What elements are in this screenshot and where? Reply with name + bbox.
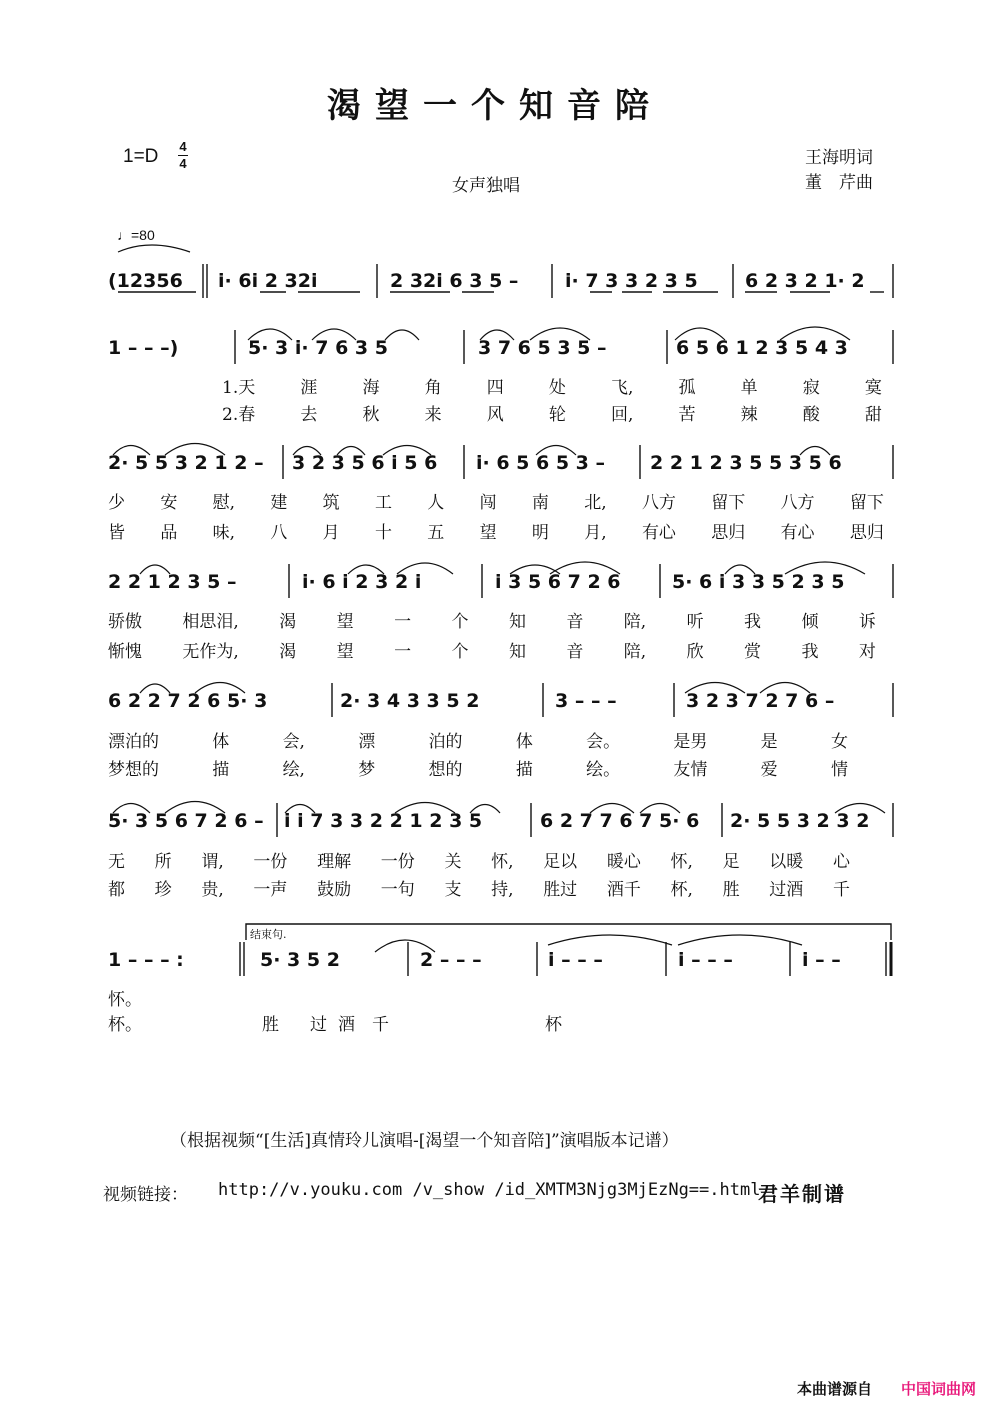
measure: i· 6 i 2 3 2 i	[302, 571, 422, 593]
lyric: 心	[832, 852, 850, 872]
source-site-link[interactable]: 中国词曲网	[900, 1380, 976, 1398]
lyric: 留下	[849, 493, 884, 513]
lyric: 友情	[673, 760, 708, 780]
lyric: 诉	[858, 612, 876, 632]
lyric: 暖心	[606, 852, 641, 872]
lyrics-line-2	[108, 875, 850, 900]
meter-bottom: 4	[179, 156, 187, 171]
lyric: 十	[374, 523, 392, 543]
measure: 3 7 6 5 3 5 –	[478, 337, 607, 359]
lyrics-line-1	[222, 373, 882, 398]
measure: i – – –	[548, 949, 603, 971]
measure: 5· 3 i· 7 6 3 5	[248, 337, 388, 359]
lyric: 来	[424, 405, 442, 425]
lyric: 杯	[545, 1015, 562, 1035]
tempo-marking: ♩=80	[117, 227, 155, 243]
lyric: 体	[515, 732, 533, 752]
lyric: 爱	[760, 760, 778, 780]
measure: 2 – – –	[420, 949, 482, 971]
measure: i – – –	[678, 949, 733, 971]
lyric: 陪,	[623, 612, 647, 632]
measure-intro: (12356	[108, 270, 183, 292]
performer: 女声独唱	[452, 176, 520, 196]
lyric: 个	[451, 642, 469, 662]
lyric: 是	[760, 732, 778, 752]
lyric: 梦想的	[108, 760, 159, 780]
transcription-note: （根据视频“[生活]真情玲儿演唱-[渴望一个知音陪]”演唱版本记谱）	[170, 1131, 679, 1151]
lyric: 怀,	[491, 852, 514, 872]
lyric: 一份	[253, 852, 288, 872]
measure: 3 2 3 7 2 7 6 –	[686, 690, 835, 712]
lyric: 过酒	[769, 880, 804, 900]
lyric: 单	[740, 378, 758, 398]
lyric: 渴	[279, 642, 297, 662]
lyric: 杯。	[108, 1015, 142, 1035]
lyric: 绘。	[586, 760, 621, 780]
lyric: 个	[451, 612, 469, 632]
measure: 5· 6 i 3 3 5 2 3 5	[672, 571, 845, 593]
lyric: 北,	[584, 493, 607, 513]
lyric: 赏	[744, 642, 762, 662]
lyric: 漂泊的	[108, 732, 159, 752]
lyric: 倾	[801, 612, 819, 632]
lyric: 苦	[678, 405, 696, 425]
lyric: 1.天	[222, 378, 256, 398]
lyric: 陪,	[623, 642, 647, 662]
lyric: 胜	[262, 1015, 279, 1035]
lyric: 所	[154, 852, 172, 872]
lyric: 会。	[586, 732, 621, 752]
lyric: 谓,	[201, 852, 224, 872]
source-label: 本曲谱源自	[796, 1380, 872, 1398]
lyric: 胜过	[543, 880, 578, 900]
lyric: 辣	[740, 405, 758, 425]
measure: i 3 5 6 7 2 6	[495, 571, 621, 593]
lyric: 工	[374, 493, 392, 513]
measure: 2 32i 6 3 5 –	[390, 270, 519, 292]
lyric: 一份	[380, 852, 415, 872]
lyrics-line-1	[108, 847, 850, 872]
lyric: 海	[362, 378, 380, 398]
lyric: 一句	[380, 880, 415, 900]
lyric: 泊的	[428, 732, 463, 752]
lyric: 描	[515, 760, 533, 780]
lyric: 对	[858, 642, 876, 662]
meter-top: 4	[179, 139, 187, 154]
lyric: 筑	[322, 493, 340, 513]
lyric: 贵,	[201, 880, 224, 900]
measure: 3 – – –	[555, 690, 617, 712]
lyric: 杯,	[670, 880, 693, 900]
lyric: 绘,	[282, 760, 305, 780]
measure: 6 2 2 7 2 6 5· 3	[108, 690, 268, 712]
lyric: 我	[801, 642, 819, 662]
lyric: 回,	[610, 405, 634, 425]
lyric: 味,	[212, 523, 236, 543]
measure: 2· 5 5 3 2 3 2	[730, 810, 870, 832]
video-link[interactable]: http://v.youku.com /v_show /id_XMTM3Njg3MjEzNg==.html	[218, 1180, 761, 1200]
lyric: 去	[300, 405, 318, 425]
lyric: 千	[372, 1015, 389, 1035]
lyric: 珍	[154, 880, 172, 900]
lyric: 寞	[864, 378, 882, 398]
lyrics-line-2	[108, 637, 876, 662]
lyric: 人	[427, 493, 445, 513]
lyric: 酒	[338, 1015, 355, 1035]
lyric: 望	[336, 642, 354, 662]
measure: 1 – – –)	[108, 337, 179, 359]
lyric: 梦	[358, 760, 376, 780]
lyric: 怀,	[670, 852, 693, 872]
lyric: 建	[270, 493, 288, 513]
lyric: 关	[444, 852, 462, 872]
lyric: 千	[832, 880, 850, 900]
lyric: 知	[508, 642, 526, 662]
measure: 5· 3 5 2	[260, 949, 340, 971]
lyric: 安	[160, 493, 178, 513]
lyric: 我	[744, 612, 762, 632]
lyric: 处	[548, 378, 566, 398]
lyric: 闯	[479, 493, 497, 513]
lyric: 一声	[253, 880, 288, 900]
lyric: 听	[686, 612, 704, 632]
measure: 6 2 3 2 1· 2	[745, 270, 865, 292]
video-label: 视频链接：	[103, 1185, 188, 1205]
lyric: 月,	[584, 523, 607, 543]
lyric: 甜	[864, 405, 882, 425]
lyric: 少	[108, 493, 125, 513]
lyric: 八方	[641, 493, 676, 513]
lyric: 酸	[802, 405, 820, 425]
measure: 2· 3 4 3 3 5 2	[340, 690, 480, 712]
lyrics-line-2	[222, 400, 882, 425]
lyric: 一	[394, 612, 412, 632]
lyric: 怀。	[108, 990, 142, 1010]
lyric: 相思泪,	[182, 612, 239, 632]
lyric: 鼓励	[317, 880, 352, 900]
lyric: 风	[486, 405, 504, 425]
measure: 2· 5 5 3 2 1 2 –	[108, 452, 264, 474]
lyric: 音	[566, 642, 584, 662]
lyricist: 王海明词	[805, 148, 873, 168]
lyric: 有心	[641, 523, 676, 543]
lyrics-line-1	[108, 607, 876, 632]
lyric: 理解	[317, 852, 352, 872]
lyric: 骄傲	[108, 612, 142, 632]
lyric: 会,	[282, 732, 305, 752]
lyric: 品	[160, 523, 178, 543]
measure: 6 2 7 7 6 7 5· 6	[540, 810, 700, 832]
lyric: 知	[508, 612, 526, 632]
lyric: 胜	[722, 880, 740, 900]
lyric: 有心	[780, 523, 815, 543]
lyric: 酒千	[606, 880, 641, 900]
lyric: 思归	[711, 523, 746, 543]
lyric: 月	[322, 523, 340, 543]
lyric: 是男	[673, 732, 708, 752]
measure: 2 2 1 2 3 5 –	[108, 571, 237, 593]
lyrics-line-2	[108, 518, 884, 543]
lyric: 情	[830, 760, 848, 780]
lyric: 八方	[780, 493, 815, 513]
lyric: 足以	[543, 852, 578, 872]
lyric: 渴	[279, 612, 297, 632]
lyric: 想的	[428, 760, 463, 780]
lyric: 无	[108, 852, 125, 872]
transcriber-signature: 君羊制谱	[758, 1182, 846, 1206]
lyric: 轮	[548, 405, 566, 425]
measure: i – –	[802, 949, 841, 971]
lyrics-line-1	[108, 488, 884, 513]
lyric: 慰,	[212, 493, 236, 513]
lyric: 秋	[362, 405, 380, 425]
lyrics-line-1	[108, 727, 848, 752]
key-signature: 1=D	[123, 146, 159, 167]
lyric: 思归	[849, 523, 884, 543]
lyric: 一	[394, 642, 412, 662]
lyric: 2.春	[222, 405, 256, 425]
measure: i i 7 3 3 2 2 1 2 3 5	[284, 810, 483, 832]
lyric: 欣	[686, 642, 704, 662]
measure: 6 5 6 1 2 3 5 4 3	[676, 337, 848, 359]
lyric: 涯	[300, 378, 318, 398]
lyric: 皆	[108, 523, 125, 543]
lyric: 望	[336, 612, 354, 632]
lyric: 惭愧	[108, 642, 142, 662]
lyric: 音	[566, 612, 584, 632]
lyric: 足	[722, 852, 740, 872]
lyric: 体	[212, 732, 230, 752]
measure: 2 2 1 2 3 5 5 3 5 6	[650, 452, 842, 474]
composer: 董 芹曲	[805, 173, 873, 193]
page-title: 渴望一个知音陪	[327, 86, 663, 126]
lyric: 以暖	[769, 852, 804, 872]
measure: 5· 3 5 6 7 2 6 –	[108, 810, 264, 832]
lyric: 都	[108, 880, 125, 900]
lyric: 寂	[802, 378, 820, 398]
lyric: 孤	[678, 378, 696, 398]
lyric: 女	[830, 732, 848, 752]
lyric: 持,	[491, 880, 514, 900]
lyric: 明	[531, 523, 549, 543]
lyric: 漂	[358, 732, 376, 752]
ending-label: 结束句.	[250, 928, 287, 941]
measure: i· 7 3 3 2 3 5	[565, 270, 698, 292]
lyric: 描	[212, 760, 230, 780]
lyric: 五	[427, 523, 445, 543]
measure: 3 2 3 5 6 i 5 6	[292, 452, 438, 474]
lyric: 留下	[711, 493, 746, 513]
lyric: 角	[424, 378, 442, 398]
lyric: 八	[270, 523, 288, 543]
lyric: 无作为,	[182, 642, 239, 662]
lyrics-line-2	[108, 755, 848, 780]
lyric: 过	[310, 1015, 327, 1035]
lyric: 支	[444, 880, 462, 900]
lyric: 四	[486, 378, 504, 398]
measure: i· 6i 2 32i	[218, 270, 318, 292]
lyric: 南	[531, 493, 549, 513]
lyric: 飞,	[610, 378, 634, 398]
measure: 1 – – – :	[108, 949, 184, 971]
measure: i· 6 5 6 5 3 –	[476, 452, 606, 474]
lyric: 望	[479, 523, 497, 543]
